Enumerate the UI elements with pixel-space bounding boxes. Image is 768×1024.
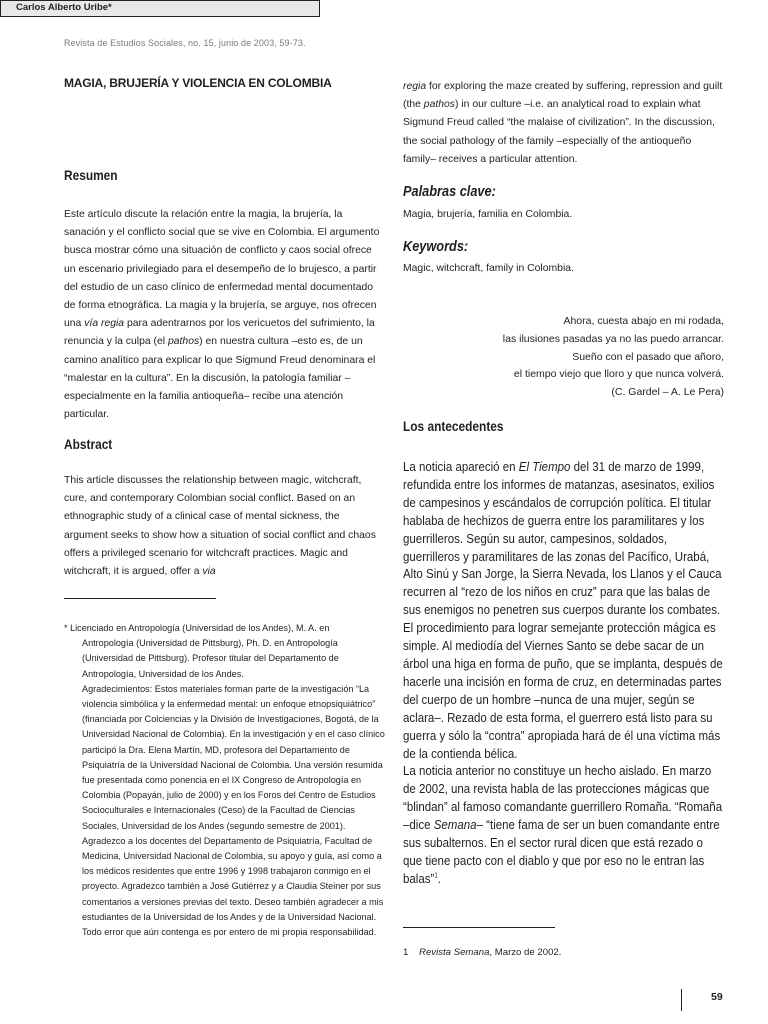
resumen-text: Este artículo discute la relación entre la magia, la brujería, la sanación y el conflicto social que se vive en Colombia. El argumento busca mostrar cómo una situación de conflicto y caos social ofrece un escenario privilegiado para el desempeño de lo brujesco, a partir del estudio de un caso clínico de enfermedad mental documentado de forma etnográfica. La magia y la brujería, se arguye, nos ofrecen una vía regia para adentrarnos por los vericuetos del sufrimiento, la renuncia y la culpa (el pathos) en nuestra cultura –esto es, de un camino analítico para explicar lo que Sigmund Freud denominara el “malestar en la cultura”. En la discusión, la patología familiar –especialmente en la familia antioqueña– recibe una atención particular. (64, 209, 380, 421)
paragraph: El procedimiento para lograr semejante protección mágica es simple. Al mediodía del Viernes Santo se debe sacar de un árbol una higa en forma de puño, que se implanta, después de hacerle una incisión en forma de cruz, en determinadas partes del cuerpo de un hombre –nunca de una mujer, según se aclara–. Rezado de esta forma, el guerrero está listo para su guerra y sólo la “contra” apropiada hará de él una víctima más de la contienda bélica. (403, 620, 723, 761)
palabras-clave-heading: Palabras clave: (403, 183, 496, 200)
page-number-bar (681, 989, 682, 1011)
epigraph-line: las ilusiones pasadas ya no las puedo arrancar. (502, 332, 724, 345)
abstract-heading: Abstract (64, 436, 113, 452)
author-name: Carlos Alberto Uribe* (16, 2, 112, 13)
resumen-heading: Resumen (64, 167, 118, 183)
palabras-clave-text: Magia, brujería, familia en Colombia. (403, 209, 573, 220)
epigraph-line: el tiempo viejo que lloro y que nunca volverá. (513, 368, 724, 381)
keywords-text: Magic, witchcraft, family in Colombia. (403, 263, 574, 274)
abstract-continuation: regia for exploring the maze created by suffering, repression and guilt (the pathos) in our culture –i.e. an analytical road to explain what Sigmund Freud called “the malaise of civilization”. In the discussion, the social pathology of the family –especially of the antioqueño family– receives a particular attention. (403, 81, 723, 165)
footnote-divider (64, 598, 216, 599)
epigraph (403, 313, 724, 402)
epigraph-line: Sueño con el pasado que añoro, (572, 350, 724, 363)
page-number: 59 (711, 991, 723, 1003)
paragraph: La noticia anterior no constituye un hecho aislado. En marzo de 2002, una revista habla de las protecciones mágicas que “blindan” al famoso comandante guerrillero Romaña. “Romaña –dice Semana– “tiene fama de ser un buen comandante entre sus subalternos. En el sector rural dicen que está rezado o que tiene pacto con el diablo y que por eso no le entran las balas”$^1$. (403, 763, 723, 886)
footnote-divider (403, 927, 555, 928)
author-box (0, 0, 320, 17)
antecedentes-heading: Los antecedentes (403, 418, 504, 434)
footnote-1: 1 Revista Semana, Marzo de 2002. (403, 947, 562, 958)
abstract-text: This article discusses the relationship between magic, witchcraft, cure, and contemporary Colombian social conflict. Based on an ethnographic study of a clinical case of mental sickness, the argument seeks to show how a situation of social conflict and chaos offers a privileged scenario for witchcraft practices. Magic and witchcraft, it is argued, offer a via (64, 475, 376, 578)
epigraph-attribution: (C. Gardel – A. Le Pera) (611, 386, 724, 399)
keywords-heading: Keywords: (403, 238, 469, 255)
epigraph-line: Ahora, cuesta abajo en mi rodada, (563, 315, 724, 327)
footnote-ref[interactable]: 1 (434, 872, 438, 880)
paragraph: La noticia apareció en El Tiempo del 31 de marzo de 1999, refundida entre los informes de matanzas, asesinatos, exilios de campesinos y escándalos de corrupción política. El titular hablaba de hechizos de guerra entre los paramilitares y los guerrilleros. Según su autor, campesinos, soldados, guerrilleros y paramilitares de las zonas del Pacífico, Urabá, Alto Sinú y San Jorge, la Sierra Nevada, los Llanos y el Cauca recurren al “rezo de los niños en cruz” para que las balas de sus enemigos no penetren sus cuerpos durante los combates. (403, 459, 722, 618)
journal-header: Revista de Estudios Sociales, no. 15, junio de 2003, 59-73. (64, 38, 306, 48)
antecedentes-body (403, 458, 723, 888)
author-footnote: * Licenciado en Antropología (Universidad de los Andes), M. A. en Antropología (Universidad de Pittsburg), Ph. D. en Antropología (Universidad de Pittsburg). Profesor titular del Departamento de Antropología, Universidad de los Andes. Agradecimientos: Estos materiales forman parte de la investigación “La violencia simbólica y la enfermedad mental: un enfoque etnopsiquiátrico” (financiada por Colciencias y la División de Investigaciones, Bogotá, de la Universidad Nacional de Colombia). En la investigación y en el caso clínico participó la Dra. Elena Martín, MD, profesora del Departamento de Psiquiatría de la Universidad Nacional de Colombia. Una versión resumida fue presentada como ponencia en el IX Congreso de Antropología en Colombia (Popayán, julio de 2000) y en los Foros del Centro de Estudios Socioculturales e Internacionales (Ceso) de la Facultad de Ciencias Sociales, Universidad de los Andes (segundo semestre de 2001). Agradezco a los docentes del Departamento de Psiquiatría, Facultad de Medicina, Universidad Nacional de Colombia, su apoyo y guía, así como a los médicos residentes que entre 1996 y 1998 trabajaron conmigo en el proyecto. Agradezco también a José Gutiérrez y a Claudia Steiner por sus comentarios a versiones previas del texto. Deseo también agradecer a mis estudiantes de la Universidad de los Andes y de la Universidad Nacional. Todo error que aún contenga es por entero de mi propia responsabilidad. (64, 623, 385, 938)
article-title: MAGIA, BRUJERÍA Y VIOLENCIA EN COLOMBIA (64, 76, 332, 90)
